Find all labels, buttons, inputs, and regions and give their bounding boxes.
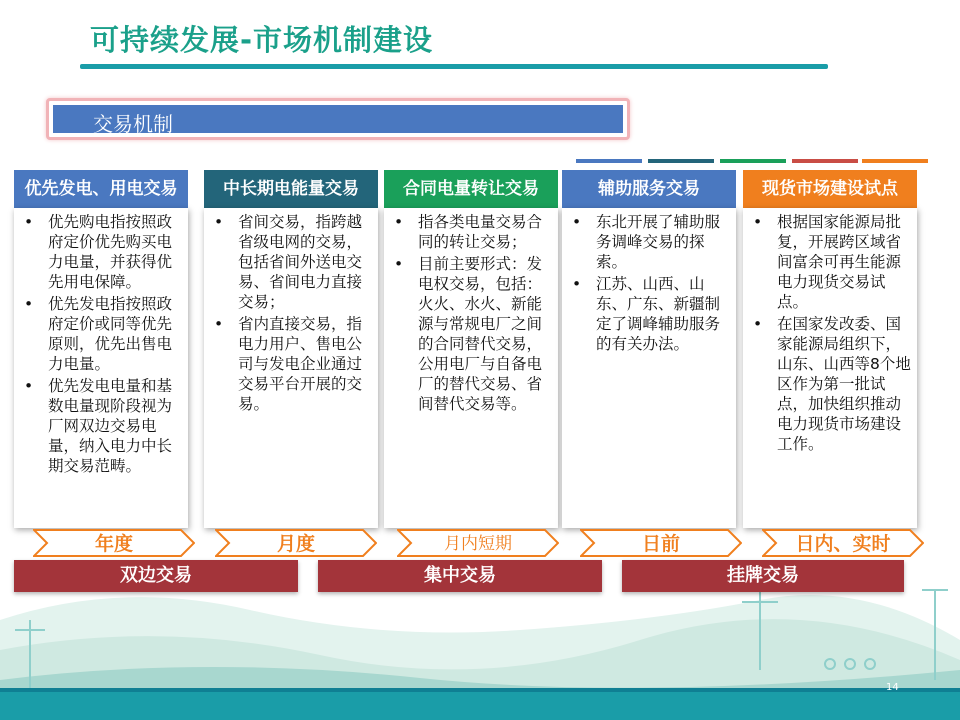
color-strip-1 <box>576 159 642 163</box>
color-strip-3 <box>720 159 786 163</box>
section-heading-fill <box>53 105 623 136</box>
column-long-term-trade <box>204 170 378 530</box>
timeline-arrow-intramonth <box>397 529 559 557</box>
column-header: 合同电量转让交易 <box>384 170 558 208</box>
color-strip-2 <box>648 159 714 163</box>
column-body <box>384 208 558 528</box>
column-header: 现货市场建设试点 <box>743 170 917 208</box>
list-item: • 指各类电量交易合同的转让交易； <box>388 212 554 252</box>
column-body <box>14 208 188 528</box>
column-contract-transfer <box>384 170 558 530</box>
timeline-arrow-monthly <box>215 529 377 557</box>
column-header: 优先发电、用电交易 <box>14 170 188 208</box>
column-body <box>562 208 736 528</box>
title-underline <box>80 64 828 69</box>
timeline-arrow-annual <box>33 529 195 557</box>
timeline-label: 年度 <box>94 533 133 555</box>
band-listed: 挂牌交易 <box>622 560 904 592</box>
page-number: 14 <box>886 682 899 693</box>
list-item: • 优先发电电量和基数电量现阶段视为厂网双边交易电量，纳入电力中长期交易范畴。 <box>18 376 184 476</box>
timeline-label: 月度 <box>276 533 315 555</box>
timeline-label: 月内短期 <box>444 534 512 554</box>
list-item: • 省间交易，指跨越省级电网的交易，包括省间外送电交易、省间电力直接交易； <box>208 212 374 312</box>
page-title: 可持续发展-市场机制建设 <box>90 23 434 57</box>
list-item: • 根据国家能源局批复，开展跨区域省间富余可再生能源电力现货交易试点。 <box>747 212 913 312</box>
timeline-label: 日内、实时 <box>795 533 891 555</box>
column-header: 中长期电能量交易 <box>204 170 378 208</box>
color-strip-4 <box>792 159 858 163</box>
color-strip-5 <box>862 159 928 163</box>
column-spot-market <box>743 170 917 530</box>
column-priority-trade <box>14 170 188 530</box>
list-item: • 优先发电指按照政府定价或同等优先原则，优先出售电力电量。 <box>18 294 184 374</box>
timeline-arrow-day-ahead <box>580 529 742 557</box>
list-item: • 目前主要形式：发电权交易，包括：火火、水火、新能源与常规电厂之间的合同替代交易，公用电厂与自备电厂的替代交易、省间替代交易等。 <box>388 254 554 414</box>
list-item: • 省内直接交易，指电力用户、售电公司与发电企业通过交易平台开展的交易。 <box>208 314 374 414</box>
band-centralized: 集中交易 <box>318 560 602 592</box>
column-header: 辅助服务交易 <box>562 170 736 208</box>
section-heading: 交易机制 <box>93 112 173 136</box>
column-ancillary-service <box>562 170 736 530</box>
column-body <box>743 208 917 528</box>
timeline-label: 日前 <box>641 533 680 555</box>
list-item: • 在国家发改委、国家能源局组织下，山东、山西等8个地区作为第一批试点，加快组织推动电力现货市场建设工作。 <box>747 314 913 454</box>
list-item: • 江苏、山西、山东、广东、新疆制定了调峰辅助服务的有关办法。 <box>566 274 732 354</box>
column-body <box>204 208 378 528</box>
section-heading-box <box>46 98 630 140</box>
band-bilateral: 双边交易 <box>14 560 298 592</box>
timeline-arrow-intraday <box>762 529 924 557</box>
list-item: • 东北开展了辅助服务调峰交易的探索。 <box>566 212 732 272</box>
list-item: • 优先购电指按照政府定价优先购买电力电量，并获得优先用电保障。 <box>18 212 184 292</box>
